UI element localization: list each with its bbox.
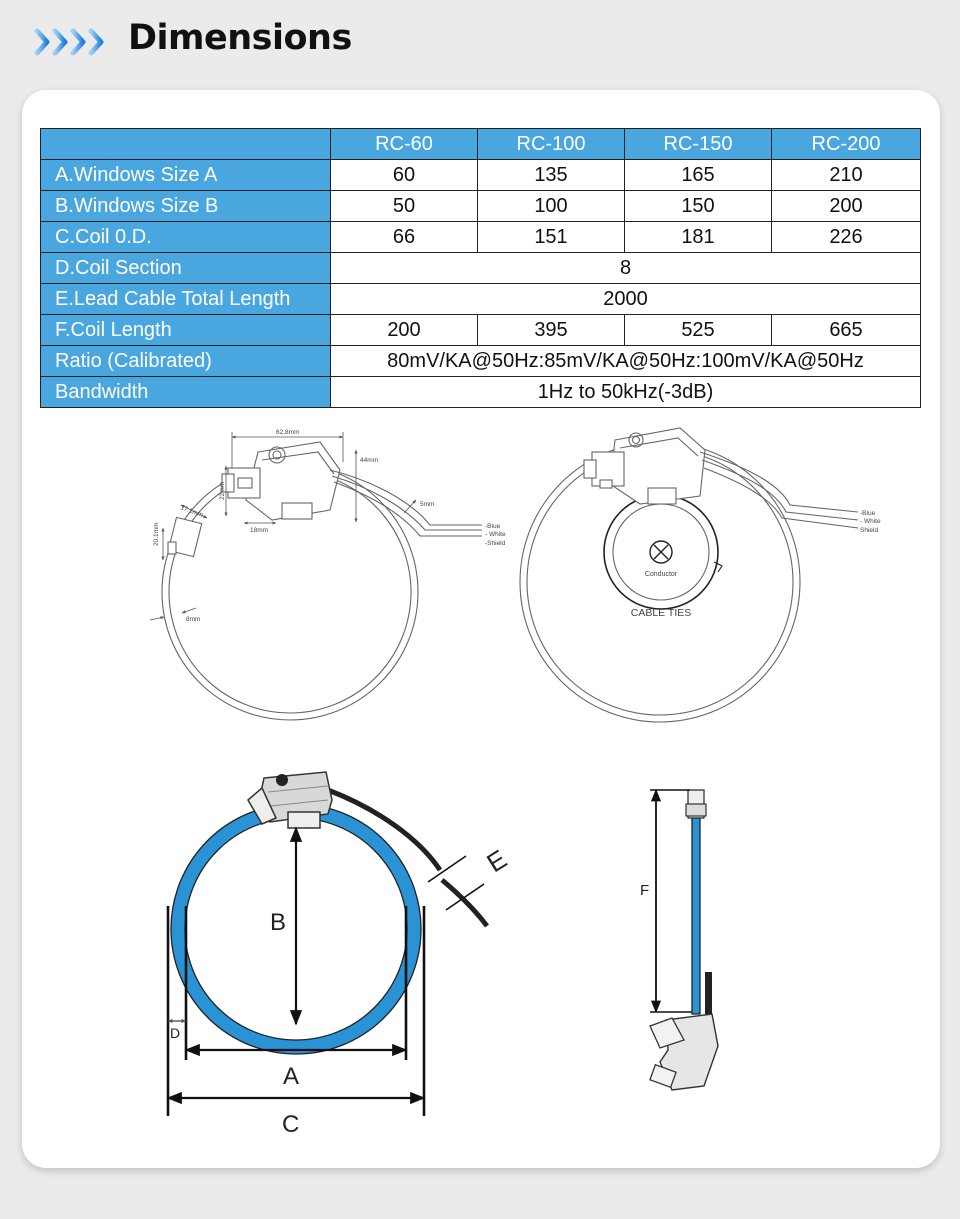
dim-label-end-height: 20.1mm: [153, 522, 160, 546]
dim-label-end-width: 17.1mm: [179, 504, 204, 519]
conductor-label: Conductor: [644, 571, 678, 578]
table-cell: 200: [331, 315, 478, 346]
row-label: F.Coil Length: [41, 315, 331, 346]
coil-outline-drawing-left: [162, 442, 482, 720]
row-label: B.Windows Size B: [41, 191, 331, 222]
table-cell: 200: [772, 191, 921, 222]
table-cell-merged: 2000: [331, 284, 921, 315]
dim-label-c: C: [282, 1111, 300, 1138]
dim-label-depth: 18mm: [250, 527, 269, 534]
row-label: A.Windows Size A: [41, 160, 331, 191]
column-header: RC-200: [772, 129, 921, 160]
column-header: RC-60: [331, 129, 478, 160]
table-cell: 226: [772, 222, 921, 253]
table-cell: 150: [625, 191, 772, 222]
conductor-icon: [650, 541, 672, 563]
coil-install-drawing-right: [520, 428, 858, 722]
table-cell: 151: [478, 222, 625, 253]
dim-label-a: A: [283, 1063, 300, 1090]
dim-label-height: 22mm: [219, 481, 226, 500]
table-cell: 66: [331, 222, 478, 253]
row-label: D.Coil Section: [41, 253, 331, 284]
table-cell-merged: 1Hz to 50kHz(-3dB): [331, 377, 921, 408]
dim-label-width: 62.8mm: [276, 429, 300, 436]
table-cell: 135: [478, 160, 625, 191]
wire-label-white: - White: [485, 531, 506, 538]
cable-ties-label: CABLE TIES: [630, 607, 692, 619]
dim-label-d: D: [170, 1025, 181, 1041]
table-cell: 525: [625, 315, 772, 346]
dim-label-e: E: [481, 843, 512, 879]
wire-label-white: - White: [860, 518, 881, 525]
page-title: Dimensions: [128, 18, 352, 58]
dim-label-clip: 44mm: [360, 457, 379, 464]
table-cell: 100: [478, 191, 625, 222]
table-cell: 60: [331, 160, 478, 191]
table-cell: 165: [625, 160, 772, 191]
dim-label-f: F: [640, 882, 650, 899]
table-cell: 50: [331, 191, 478, 222]
table-cell: 210: [772, 160, 921, 191]
row-label: C.Coil 0.D.: [41, 222, 331, 253]
dim-label-cable: 5mm: [420, 501, 435, 508]
column-header: RC-150: [625, 129, 772, 160]
dim-label-coil: 8mm: [186, 616, 201, 623]
coil-length-diagram: [650, 790, 718, 1090]
row-label: E.Lead Cable Total Length: [41, 284, 331, 315]
table-cell-merged: 8: [331, 253, 921, 284]
table-cell-merged: 80mV/KA@50Hz:85mV/KA@50Hz:100mV/KA@50Hz: [331, 346, 921, 377]
table-cell: 665: [772, 315, 921, 346]
table-cell: 395: [478, 315, 625, 346]
dim-label-b: B: [270, 909, 287, 936]
table-cell: 181: [625, 222, 772, 253]
row-label: Ratio (Calibrated): [41, 346, 331, 377]
wire-label-blue: -Blue: [860, 510, 876, 517]
column-header: RC-100: [478, 129, 625, 160]
wire-label-blue: -Blue: [485, 523, 501, 530]
wire-label-shield: -Shield: [485, 540, 506, 547]
wire-label-shield: Shield: [860, 527, 879, 534]
coil-dimension-diagram: [171, 772, 487, 1054]
row-label: Bandwidth: [41, 377, 331, 408]
